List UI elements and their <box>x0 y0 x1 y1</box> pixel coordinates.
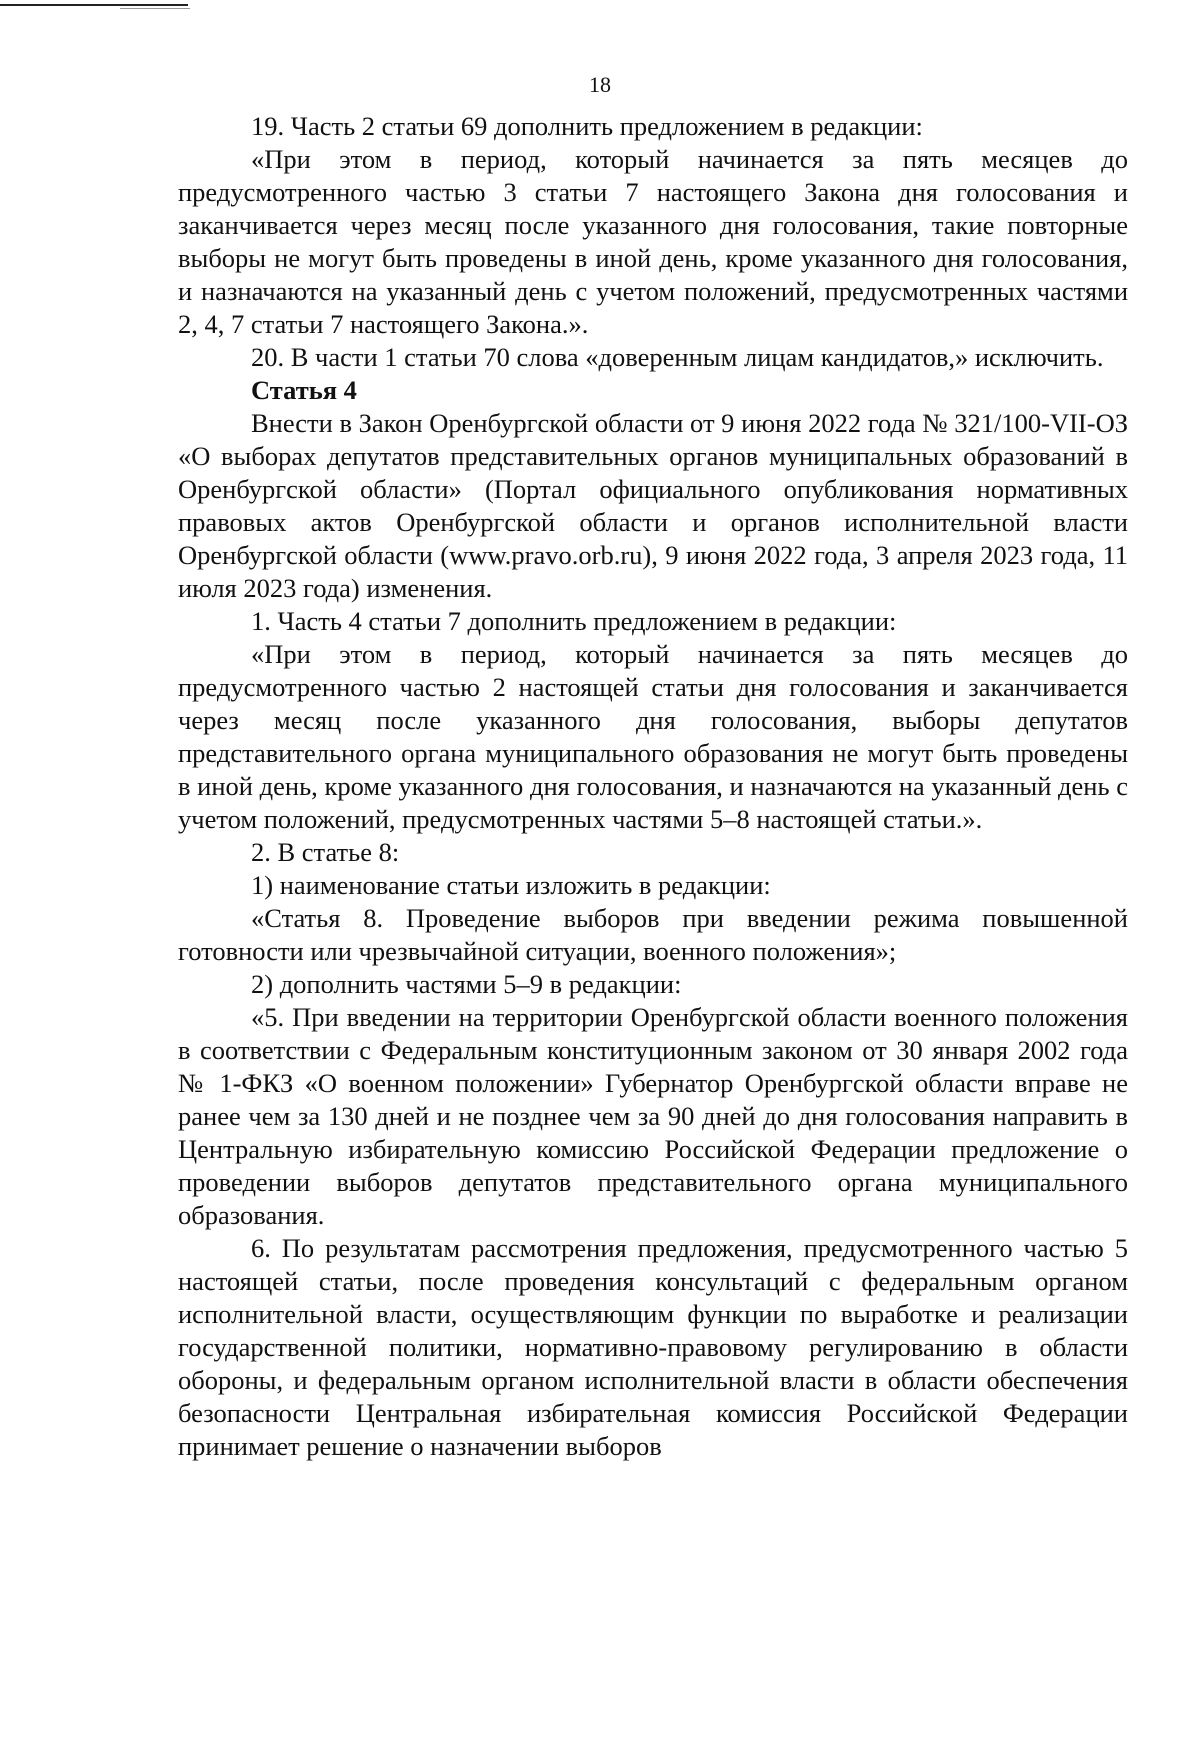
part-6-paragraph: 6. По результатам рассмотрения предложения, предусмотренного частью 5 настоящей статьи, после проведения консультаций с федеральным органом исполнительной власти, осуществляющим функции по выработке и реализации государственной политики, нормативно-правовому регулированию в области обороны, и федеральным органом исполнительной власти в области обеспечения безопасности Центральная избирательная комиссия Российской Федерации принимает решение о назначении выборов <box>178 1233 1128 1461</box>
subparagraph-1: 1) наименование статьи изложить в редакции: <box>251 870 771 900</box>
quoted-amendment-text: «При этом в период, который начинается за пять месяцев до предусмотренного частью 3 статьи 7 настоящего Закона дня голосования и заканчивается через месяц после указанного дня голосования, такие повторные выборы не могут быть проведены в иной день, кроме указанного дня голосования, и назначаются на указанный день с учетом положений, предусмотренных частями 2, 4, 7 статьи 7 настоящего Закона.». <box>178 144 1128 339</box>
paragraph-item-2: 2. В статье 8: <box>251 837 400 867</box>
quoted-article-title: «Статья 8. Проведение выборов при введении режима повышенной готовности или чрезвычайной ситуации, военного положения»; <box>178 903 1128 966</box>
article-intro-paragraph: Внести в Закон Оренбургской области от 9 июня 2022 года № 321/100-VII-ОЗ «О выборах депутатов представительных органов муниципальных образований в Оренбургской области» (Портал официального опубликования нормативных правовых актов Оренбургской области и органов исполнительной власти Оренбургской области (www.pravo.orb.ru), 9 июня 2022 года, 3 апреля 2023 года, 11 июля 2023 года) изменения. <box>178 408 1128 603</box>
top-edge-rule-thin <box>120 8 190 9</box>
document-body <box>178 110 1128 1463</box>
page-number: 18 <box>589 72 611 97</box>
article-heading: Статья 4 <box>251 375 357 405</box>
paragraph-item-20: 20. В части 1 статьи 70 слова «доверенным лицам кандидатов,» исключить. <box>251 342 1104 372</box>
subparagraph-2: 2) дополнить частями 5–9 в редакции: <box>251 969 682 999</box>
paragraph-item-19: 19. Часть 2 статьи 69 дополнить предложением в редакции: <box>251 111 923 141</box>
top-edge-rule <box>0 4 188 6</box>
quoted-amendment-text: «При этом в период, который начинается за пять месяцев до предусмотренного частью 2 настоящей статьи дня голосования и заканчивается через месяц после указанного дня голосования, выборы депутатов представительного органа муниципального образования не могут быть проведены в иной день, кроме указанного дня голосования, и назначаются на указанный день с учетом положений, предусмотренных частями 5–8 настоящей статьи.». <box>178 639 1128 834</box>
paragraph-item-1: 1. Часть 4 статьи 7 дополнить предложением в редакции: <box>251 606 897 636</box>
quoted-part-5: «5. При введении на территории Оренбургской области военного положения в соответствии с Федеральным конституционным законом от 30 января 2002 года № 1-ФКЗ «О военном положении» Губернатор Оренбургской области вправе не ранее чем за 130 дней и не позднее чем за 90 дней до дня голосования направить в Центральную избирательную комиссию Российской Федерации предложение о проведении выборов депутатов представительного органа муниципального образования. <box>178 1002 1128 1230</box>
